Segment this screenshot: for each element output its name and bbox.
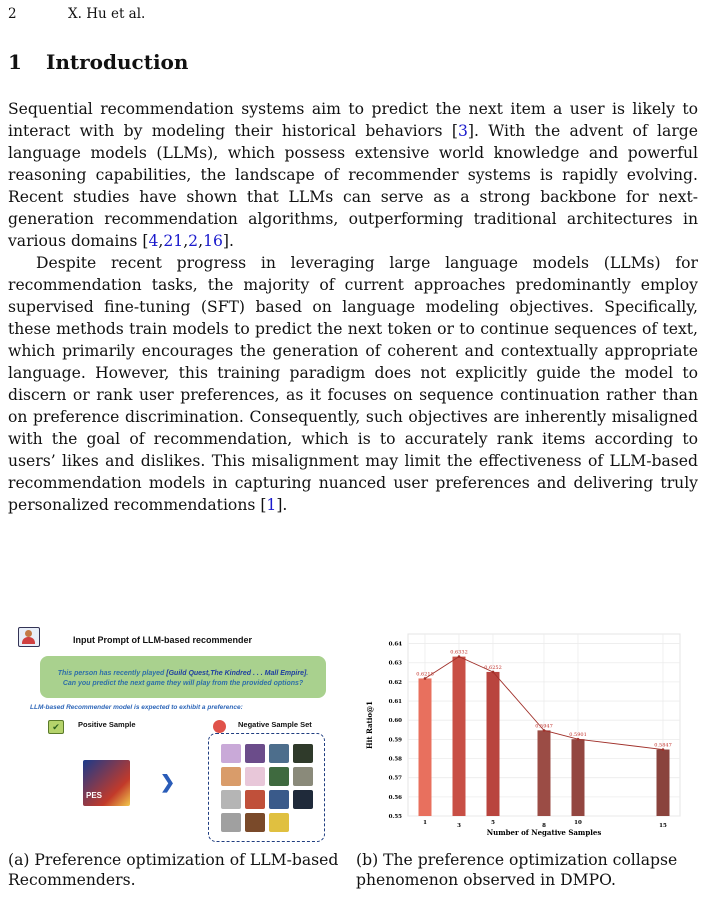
x-tick-label: 1 [423, 820, 427, 826]
user-avatar-icon [18, 627, 40, 647]
bar-value-label: 0.6332 [450, 649, 468, 656]
bar [453, 657, 466, 816]
citation-link[interactable]: 2 [188, 232, 199, 250]
positive-sample-label: Positive Sample [78, 720, 136, 729]
p2-text-end: ]. [276, 496, 288, 514]
x-tick-label: 8 [542, 823, 546, 829]
y-tick-label: 0.63 [388, 660, 402, 667]
bar [419, 678, 432, 816]
section-heading [8, 50, 188, 74]
y-axis-title: Hit Ratio@1 [365, 701, 374, 749]
game-cover [293, 744, 313, 763]
citation-link[interactable]: 21 [163, 232, 184, 250]
bar [487, 672, 500, 816]
section-title: Introduction [46, 50, 189, 74]
p2-text-a: Despite recent progress in leveraging large language models (LLMs) for recommendation tasks, the majority of current approaches predominantly employ supervised fine-tuning (SFT) based on language modeling objectives. Specifically, these methods train models to predict the next token or to continue sequences of text, which primarily encourages the generation of coherent and contextually appropriate language. However, this training paradigm does not explicitly guide the model to discern or rank user preferences, as it focuses on sequence continuation rather than on preference discrimination. Consequently, such objectives are inherently misaligned with the goal of recommendation, which is to accurately rank items according to users’ likes and dislikes. This misalignment may limit the effectiveness of LLM-based recommendation models in capturing nuanced user preferences and delivering truly personalized recommendations [ [8, 254, 698, 514]
bar [572, 739, 585, 816]
game-cover [293, 790, 313, 809]
paragraph-1: Sequential recommendation systems aim to predict the next item a user is likely to interact with by modeling their historical behaviors [3]. With the advent of large language models (LLMs), which possess extensive world knowledge and powerful reasoning capabilities, the landscape of recommender systems is rapidly evolving. Recent studies have shown that LLMs can serve as a strong backbone for next-generation recommendation algorithms, outperforming traditional architectures in various domains [4,21,2,16]. [8, 100, 698, 250]
citation-link[interactable]: 3 [457, 122, 468, 140]
p1-text-a: Sequential recommendation systems aim to predict the next item a user is likely to interact with by modeling their historical behaviors [ [8, 100, 698, 140]
prompt-bubble [40, 656, 326, 698]
bar-value-label: 0.6218 [416, 671, 434, 678]
prompt-games: [Guild Quest,The Kindred . . . Mall Empire] [166, 670, 307, 677]
game-cover [245, 790, 265, 809]
y-tick-label: 0.62 [388, 679, 402, 686]
citation-link[interactable]: 16 [203, 232, 223, 250]
x-tick-label: 5 [491, 820, 495, 826]
game-cover [269, 790, 289, 809]
p1-text-b: ]. With the advent of large language models (LLMs), which possess extensive world knowledge and powerful reasoning capabilities, the landscape of recommender systems is rapidly evolving. Recent studies have shown that LLMs can serve as a strong backbone for next-generation recommendation algorithms, outperforming traditional architectures in various domains [ [8, 122, 698, 250]
trend-point [492, 671, 495, 674]
x-tick-label: 10 [574, 820, 582, 826]
trend-point [458, 655, 461, 658]
citation-link[interactable]: 4 [148, 232, 159, 250]
game-cover [221, 813, 241, 832]
negative-sample-set [208, 733, 325, 842]
bar-value-label: 0.6252 [484, 664, 502, 671]
x-axis-title: Number of Negative Samples [486, 828, 602, 837]
figure-a-illustration [18, 625, 336, 843]
x-tick-label: 3 [457, 823, 461, 829]
running-header [8, 6, 145, 22]
game-cover [245, 813, 265, 832]
y-tick-label: 0.58 [388, 756, 402, 763]
figure-b-caption: (b) The preference optimization collapse phenomenon observed in DMPO. [356, 851, 678, 889]
trend-point [662, 748, 665, 751]
game-cover [221, 790, 241, 809]
game-cover [293, 767, 313, 786]
game-cover [245, 767, 265, 786]
bar-value-label: 0.5947 [535, 723, 553, 730]
bar-value-label: 0.5901 [569, 732, 587, 739]
paragraph-2 [8, 252, 698, 516]
game-cover [221, 744, 241, 763]
y-tick-label: 0.56 [388, 794, 402, 801]
prompt-question: Can you predict the next game they will play from the provided options? [62, 680, 304, 687]
p1-text-end: ]. [222, 232, 234, 250]
positive-game-cover [83, 760, 130, 806]
game-cover [269, 813, 289, 832]
prompt-text: This person has recently played [57, 670, 167, 677]
x-tick-label: 15 [659, 823, 667, 829]
y-tick-label: 0.64 [388, 641, 402, 648]
bar [538, 730, 551, 816]
y-tick-label: 0.59 [388, 737, 402, 744]
trend-point [577, 738, 580, 741]
trend-point [543, 729, 546, 732]
game-cover [221, 767, 241, 786]
preference-note: LLM-based Recommender model is expected to exhibit a preference: [30, 704, 243, 711]
trend-point [424, 677, 427, 680]
bar-value-label: 0.5847 [654, 742, 672, 749]
prompt-period: . [306, 670, 309, 677]
figure-a-title: Input Prompt of LLM-based recommender [73, 635, 253, 645]
citation-link[interactable]: 1 [266, 496, 277, 514]
chevron-right-icon: ❯ [160, 772, 176, 792]
page-number: 2 [8, 6, 17, 22]
game-cover [269, 767, 289, 786]
section-number: 1 [8, 50, 22, 74]
negative-sample-label: Negative Sample Set [238, 720, 312, 729]
checkmark-icon: ✔ [48, 720, 64, 734]
y-tick-label: 0.57 [388, 775, 402, 782]
y-tick-label: 0.60 [388, 718, 402, 725]
bar [657, 750, 670, 816]
warning-icon [213, 720, 226, 733]
running-authors: X. Hu et al. [68, 6, 146, 22]
y-tick-label: 0.61 [388, 699, 402, 706]
positive-cover-text: PES [86, 791, 103, 800]
body-text [8, 98, 698, 516]
hit-ratio-chart [358, 624, 690, 839]
y-tick-label: 0.55 [388, 814, 402, 820]
game-cover [269, 744, 289, 763]
figure-a-caption: (a) Preference optimization of LLM-based Recommenders. [8, 851, 339, 889]
game-cover [245, 744, 265, 763]
